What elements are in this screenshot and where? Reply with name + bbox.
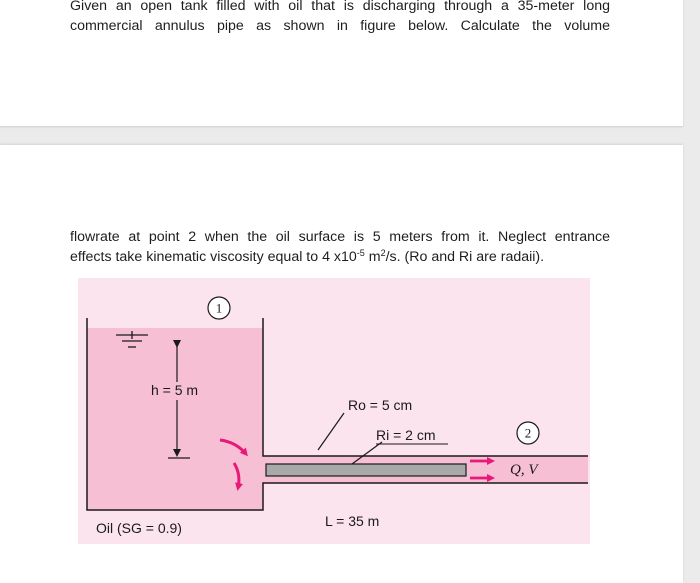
length-label: L = 35 m bbox=[325, 513, 380, 529]
text-line: commercial annulus pipe as shown in figure below. Calculate the volume bbox=[70, 18, 610, 34]
tank-pipe-figure bbox=[78, 278, 590, 544]
point-2-label: 2 bbox=[524, 425, 532, 441]
exponent: 2 bbox=[380, 248, 386, 258]
ri-label: Ri = 2 cm bbox=[376, 427, 436, 443]
flow-label: Q, V bbox=[510, 462, 538, 478]
oil-label: Oil (SG = 0.9) bbox=[96, 520, 182, 536]
point-1-label: 1 bbox=[215, 300, 223, 316]
text-line: effects take kinematic viscosity equal to 4 $x10^{-5}$ $m^2/s$. (Ro and Ri are radaii). bbox=[70, 248, 545, 265]
height-label: h = 5 m bbox=[151, 382, 199, 398]
problem-text-part-2 bbox=[70, 227, 610, 267]
ro-label: Ro = 5 cm bbox=[348, 397, 413, 413]
text-line: Given an open tank filled with oil that is discharging through a 35-meter long bbox=[70, 0, 610, 14]
inner-pipe bbox=[266, 464, 466, 476]
document-page-2 bbox=[0, 145, 683, 583]
text-line: flowrate at point 2 when the oil surface is 5 meters from it. Neglect entrance bbox=[70, 229, 610, 245]
document-page-1 bbox=[0, 0, 683, 126]
problem-text-part-1 bbox=[70, 0, 610, 36]
exponent: -5 bbox=[356, 248, 365, 258]
